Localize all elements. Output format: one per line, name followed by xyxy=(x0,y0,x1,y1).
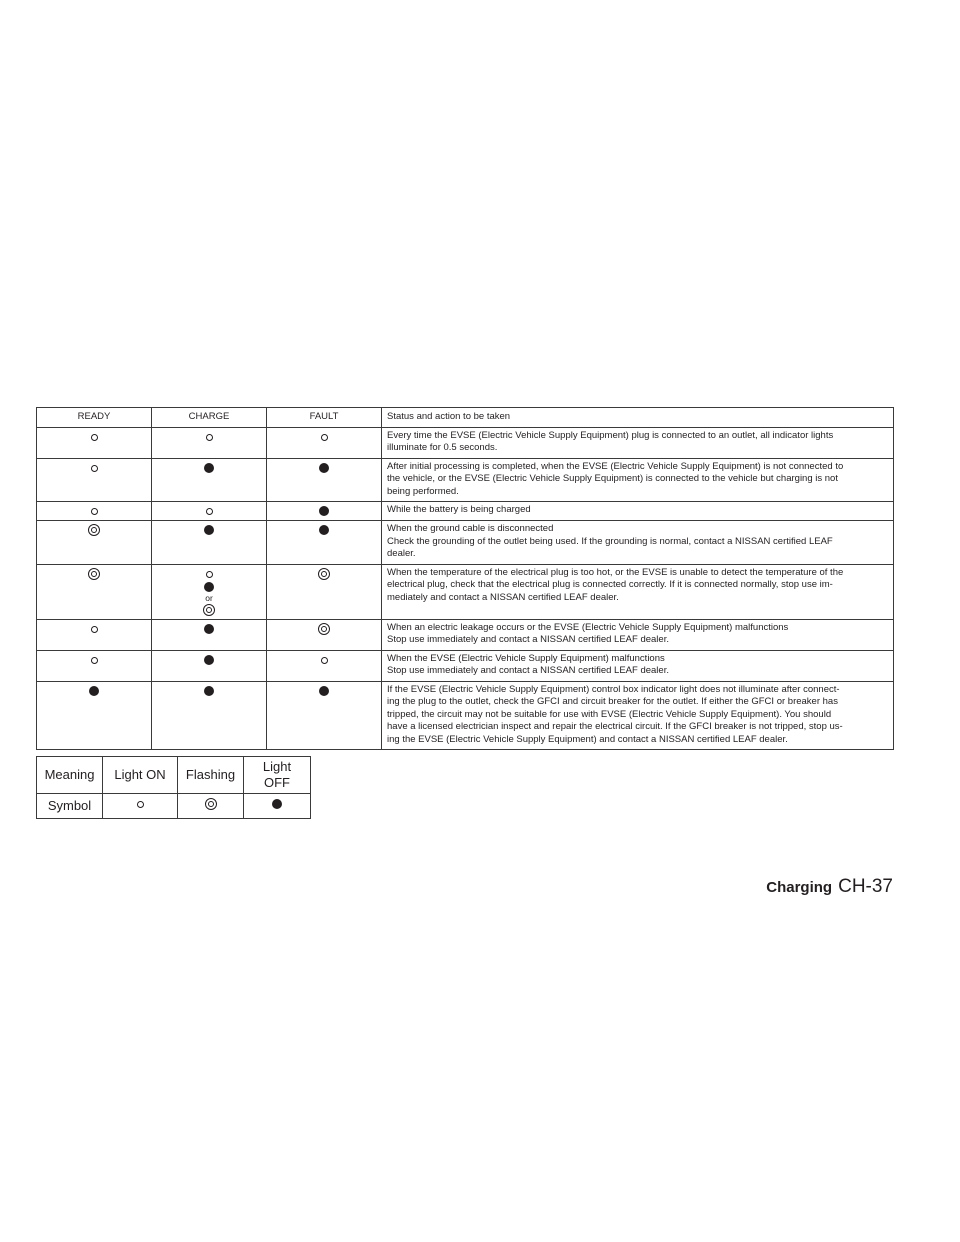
ready-indicator-cell xyxy=(37,427,152,458)
fault-indicator-cell xyxy=(267,427,382,458)
flashing-icon xyxy=(88,568,100,580)
table-row xyxy=(37,427,894,458)
charge-indicator-cell xyxy=(152,564,267,619)
charge-indicator-cell xyxy=(152,458,267,502)
fault-indicator-cell xyxy=(267,619,382,650)
legend-symbol-light-on xyxy=(103,794,178,819)
description-line: the vehicle, or the EVSE (Electric Vehicle Supply Equipment) is connected to the vehicle but charging is not xyxy=(387,473,838,484)
legend-meaning-row xyxy=(37,757,311,794)
description-line: Check the grounding of the outlet being used. If the grounding is normal, contact a NISSAN certified LEAF xyxy=(387,535,833,547)
description-line: dealer. xyxy=(387,548,416,559)
light-on-icon xyxy=(88,462,100,474)
legend-label-flashing: Flashing xyxy=(178,757,244,794)
light-off-icon xyxy=(318,505,330,517)
status-description xyxy=(382,427,894,458)
light-on-icon xyxy=(318,654,330,666)
fault-indicator-cell xyxy=(267,650,382,681)
status-description xyxy=(382,681,894,750)
indicator-status-table xyxy=(36,407,894,750)
light-on-icon xyxy=(88,623,100,635)
legend-meaning-label: Meaning xyxy=(37,757,103,794)
status-description xyxy=(382,619,894,650)
flashing-icon xyxy=(205,798,217,810)
table-row xyxy=(37,619,894,650)
light-off-icon xyxy=(88,685,100,697)
description-line: If the EVSE (Electric Vehicle Supply Equipment) control box indicator light does not illuminate after connect- xyxy=(387,683,840,695)
flashing-icon xyxy=(318,568,330,580)
or-label: or xyxy=(205,592,213,603)
description-line: When an electric leakage occurs or the EVSE (Electric Vehicle Supply Equipment) malfunctions xyxy=(387,621,789,633)
charge-indicator-cell xyxy=(152,650,267,681)
light-off-icon xyxy=(318,524,330,536)
description-line: ing the EVSE (Electric Vehicle Supply Equipment) and contact a NISSAN certified LEAF dealer. xyxy=(387,733,788,745)
description-line: illuminate for 0.5 seconds. xyxy=(387,442,498,453)
legend-symbol-row xyxy=(37,794,311,819)
light-off-icon xyxy=(203,654,215,666)
legend-label-light-on: Light ON xyxy=(103,757,178,794)
description-line: have a licensed electrician inspect and repair the electrical circuit. If the GFCI breaker is not tripped, stop us- xyxy=(387,721,843,732)
light-off-icon xyxy=(203,581,215,593)
description-line: ing the plug to the outlet, check the GFCI and circuit breaker for the outlet. If either the GFCI or breaker has xyxy=(387,696,838,707)
header-fault: FAULT xyxy=(267,408,382,428)
charge-indicator-cell xyxy=(152,521,267,565)
description-line: Stop use immediately and contact a NISSAN certified LEAF dealer. xyxy=(387,634,669,645)
light-off-icon xyxy=(203,685,215,697)
light-off-icon xyxy=(271,798,283,810)
flashing-icon xyxy=(88,524,100,536)
symbol-legend-table xyxy=(36,756,311,819)
light-off-icon xyxy=(318,462,330,474)
light-off-icon xyxy=(203,462,215,474)
ready-indicator-cell xyxy=(37,458,152,502)
ready-indicator-cell xyxy=(37,619,152,650)
table-row xyxy=(37,521,894,565)
fault-indicator-cell xyxy=(267,521,382,565)
charge-indicator-cell xyxy=(152,427,267,458)
status-description xyxy=(382,650,894,681)
fault-indicator-cell xyxy=(267,564,382,619)
light-on-icon xyxy=(88,654,100,666)
legend-symbol-light-off xyxy=(244,794,311,819)
charge-indicator-cell xyxy=(152,681,267,750)
status-description xyxy=(382,458,894,502)
header-charge: CHARGE xyxy=(152,408,267,428)
footer-section-title: Charging xyxy=(766,879,833,896)
flashing-icon xyxy=(318,623,330,635)
table-row xyxy=(37,458,894,502)
charge-indicator-cell xyxy=(152,619,267,650)
status-description xyxy=(382,521,894,565)
ready-indicator-cell xyxy=(37,502,152,521)
description-line: mediately and contact a NISSAN certified LEAF dealer. xyxy=(387,591,619,603)
status-description xyxy=(382,502,894,521)
description-line: being performed. xyxy=(387,485,459,497)
ready-indicator-cell xyxy=(37,681,152,750)
footer-page-number: CH-37 xyxy=(838,876,893,897)
light-on-icon xyxy=(134,798,146,810)
description-line: When the ground cable is disconnected xyxy=(387,523,554,534)
light-off-icon xyxy=(318,685,330,697)
description-line: While the battery is being charged xyxy=(387,504,531,515)
light-on-icon xyxy=(88,505,100,517)
description-line: Stop use immediately and contact a NISSAN certified LEAF dealer. xyxy=(387,665,669,676)
description-line: tripped, the circuit may not be suitable for use with EVSE (Electric Vehicle Supply Equipment). You should xyxy=(387,708,832,720)
light-on-icon xyxy=(203,431,215,443)
description-line: Every time the EVSE (Electric Vehicle Supply Equipment) plug is connected to an outlet, all indicator lights xyxy=(387,429,834,441)
header-status-action: Status and action to be taken xyxy=(382,408,894,428)
fault-indicator-cell xyxy=(267,681,382,750)
description-line: When the temperature of the electrical plug is too hot, or the EVSE is unable to detect the temperature of the xyxy=(387,566,844,578)
description-line: electrical plug, check that the electrical plug is connected correctly. If it is connected normally, stop use im- xyxy=(387,579,833,590)
light-on-icon xyxy=(203,568,215,580)
light-on-icon xyxy=(88,431,100,443)
description-line: When the EVSE (Electric Vehicle Supply Equipment) malfunctions xyxy=(387,652,665,664)
fault-indicator-cell xyxy=(267,458,382,502)
ready-indicator-cell xyxy=(37,650,152,681)
light-on-icon xyxy=(318,431,330,443)
light-on-icon xyxy=(203,505,215,517)
light-off-icon xyxy=(203,524,215,536)
fault-indicator-cell xyxy=(267,502,382,521)
status-description xyxy=(382,564,894,619)
table-row xyxy=(37,502,894,521)
page-footer xyxy=(766,876,893,898)
ready-indicator-cell xyxy=(37,521,152,565)
table-header-row xyxy=(37,408,894,428)
charge-indicator-cell xyxy=(152,502,267,521)
ready-indicator-cell xyxy=(37,564,152,619)
table-row xyxy=(37,564,894,619)
description-line: After initial processing is completed, when the EVSE (Electric Vehicle Supply Equipment) is not connected to xyxy=(387,460,844,472)
legend-symbol-label: Symbol xyxy=(37,794,103,819)
flashing-icon xyxy=(203,604,215,616)
legend-label-light-off: Light OFF xyxy=(244,757,311,794)
header-ready: READY xyxy=(37,408,152,428)
table-row xyxy=(37,681,894,750)
light-off-icon xyxy=(203,623,215,635)
legend-symbol-flashing xyxy=(178,794,244,819)
table-row xyxy=(37,650,894,681)
